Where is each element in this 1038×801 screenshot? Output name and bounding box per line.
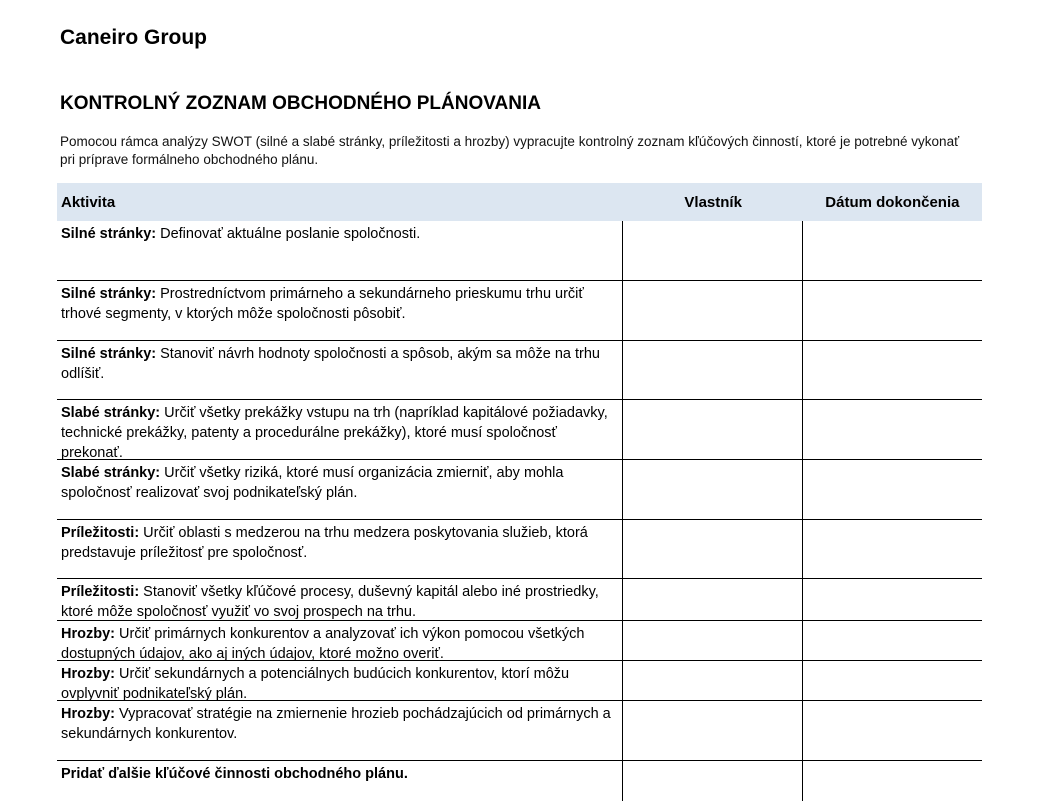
completion-date-cell[interactable] [802,579,982,620]
activity-cell [57,661,622,700]
activity-category: Slabé stránky: [61,405,161,421]
table-row [57,661,982,701]
owner-cell[interactable] [622,341,802,399]
activity-text: Určiť sekundárnych a potenciálnych budúcich konkurentov, ktorí môžu ovplyvniť podnikateľský plán. [61,666,570,700]
column-header-activity: Aktivita [61,193,116,211]
checklist-table [57,183,982,801]
completion-date-cell[interactable] [802,281,982,340]
table-row [57,281,982,341]
document-title: KONTROLNÝ ZOZNAM OBCHODNÉHO PLÁNOVANIA [60,93,541,114]
activity-text: Určiť všetky riziká, ktoré musí organizácia zmierniť, aby mohla spoločnosť realizovať svoj podnikateľský plán. [61,465,564,501]
activity-text: Určiť primárnych konkurentov a analyzovať ich výkon pomocou všetkých dostupných údajov, ako aj iných údajov, ktoré možno overiť. [61,626,585,660]
table-row [57,579,982,621]
completion-date-cell[interactable] [802,661,982,700]
activity-text: Prostredníctvom primárneho a sekundárneho prieskumu trhu určiť trhové segmenty, v ktorých môže spoločnosti pôsobiť. [61,286,584,322]
activity-category: Slabé stránky: [61,465,161,481]
owner-cell[interactable] [622,400,802,459]
table-row [57,621,982,661]
owner-cell[interactable] [622,520,802,578]
table-row [57,460,982,520]
table-row [57,341,982,400]
owner-cell[interactable] [622,460,802,519]
table-row [57,701,982,761]
add-activities-text: Pridať ďalšie kľúčové činnosti obchodného plánu. [61,766,408,782]
intro-paragraph: Pomocou rámca analýzy SWOT (silné a slabé stránky, príležitosti a hrozby) vypracujte kontrolný zoznam kľúčových činností, ktoré je potrebné vykonať pri príprave formálneho obchodného plánu. [60,134,960,167]
table-row [57,520,982,579]
activity-category: Hrozby: [61,626,115,642]
activity-cell [57,701,622,760]
completion-date-cell[interactable] [802,221,982,280]
completion-date-cell[interactable] [802,761,982,801]
completion-date-cell[interactable] [802,400,982,459]
activity-text: Stanoviť návrh hodnoty spoločnosti a spôsob, akým sa môže na trhu odlíšiť. [61,346,601,382]
activity-category: Hrozby: [61,666,115,682]
activity-text: Určiť oblasti s medzerou na trhu medzera poskytovania služieb, ktorá predstavuje príležitosť pre spoločnosť. [61,525,588,561]
table-row [57,400,982,460]
activity-category: Hrozby: [61,706,115,722]
activity-cell [57,761,622,801]
owner-cell[interactable] [622,661,802,700]
activity-text: Stanoviť všetky kľúčové procesy, duševný kapitál alebo iné prostriedky, ktoré môže spoločnosť využiť vo svoj prospech na trhu. [61,584,599,620]
activity-text: Definovať aktuálne poslanie spoločnosti. [156,226,421,242]
activity-cell [57,341,622,399]
activity-text: Určiť všetky prekážky vstupu na trh (napríklad kapitálové požiadavky, technické prekážky, patenty a procedurálne prekážky), ktoré musí spoločnosť prekonať. [61,405,608,459]
activity-category: Príležitosti: [61,525,140,541]
completion-date-cell[interactable] [802,460,982,519]
activity-cell [57,460,622,519]
owner-cell[interactable] [622,701,802,760]
activity-cell [57,579,622,620]
table-header [57,183,982,221]
table-row [57,221,982,281]
activity-category: Príležitosti: [61,584,140,600]
column-header-date: Dátum dokončenia [825,193,960,211]
activity-cell [57,281,622,340]
activity-cell [57,221,622,280]
activity-cell [57,400,622,459]
activity-category: Silné stránky: [61,286,157,302]
activity-text: Vypracovať stratégie na zmiernenie hrozieb pochádzajúcich od primárnych a sekundárnych konkurentov. [61,706,611,742]
completion-date-cell[interactable] [802,701,982,760]
owner-cell[interactable] [622,281,802,340]
column-header-owner: Vlastník [684,193,742,211]
activity-category: Silné stránky: [61,346,157,362]
completion-date-cell[interactable] [802,621,982,660]
owner-cell[interactable] [622,621,802,660]
activity-cell [57,520,622,578]
completion-date-cell[interactable] [802,520,982,578]
owner-cell[interactable] [622,221,802,280]
activity-cell [57,621,622,660]
activity-category: Silné stránky: [61,226,157,242]
owner-cell[interactable] [622,761,802,801]
completion-date-cell[interactable] [802,341,982,399]
company-name: Caneiro Group [60,26,208,49]
table-row [57,761,982,801]
owner-cell[interactable] [622,579,802,620]
